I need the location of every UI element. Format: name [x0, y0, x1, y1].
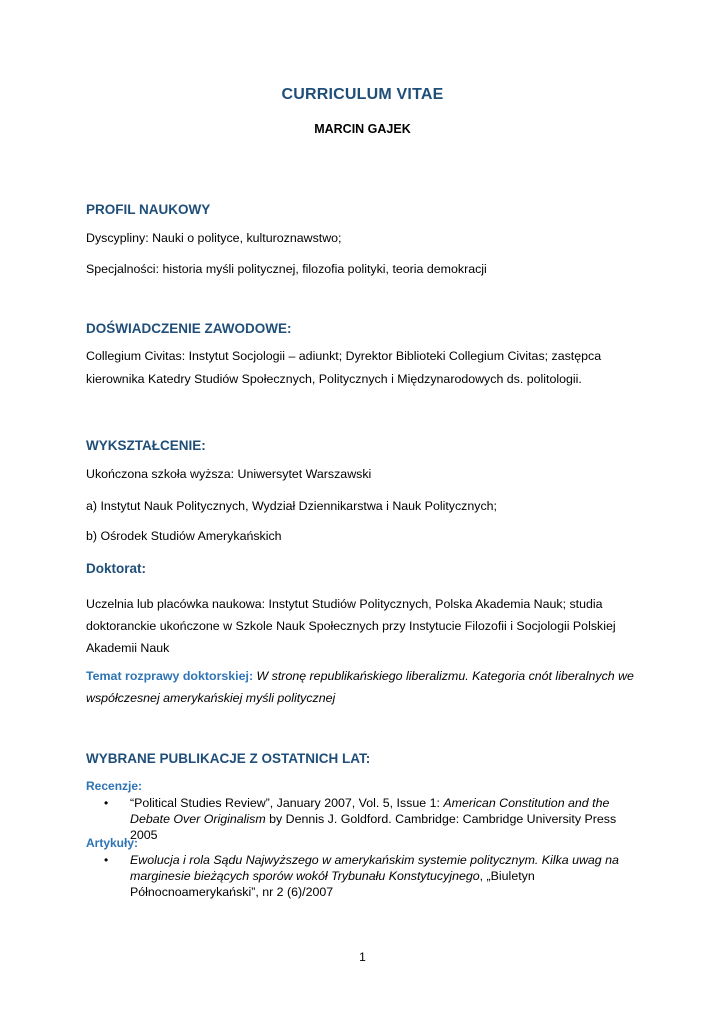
- bullet-icon: •: [104, 796, 109, 810]
- article-item: [130, 852, 640, 900]
- review-book-title: American Constitution and the Debate Over Originalism: [130, 796, 610, 826]
- section-heading-profile: PROFIL NAUKOWY: [86, 202, 211, 217]
- profile-disciplines: Dyscypliny: Nauki o polityce, kulturoznawstwo;: [86, 231, 342, 245]
- experience-line-1: Collegium Civitas: Instytut Socjologii – adiunkt; Dyrektor Biblioteki Collegium Civitas; zastępca: [86, 349, 602, 363]
- section-heading-publications: WYBRANE PUBLIKACJE Z OSTATNICH LAT:: [86, 751, 371, 766]
- profile-specialties: Specjalności: historia myśli politycznej, filozofia polityki, teoria demokracji: [86, 262, 487, 276]
- article-source: , „Biuletyn Północnoamerykański”, nr 2 (6)/2007: [130, 869, 535, 899]
- thesis-label: Temat rozprawy doktorskiej:: [86, 669, 254, 683]
- section-heading-doctorate: Doktorat:: [86, 561, 146, 576]
- experience-line-2: kierownika Katedry Studiów Społecznych, Politycznych i Międzynarodowych ds. politologii.: [86, 372, 582, 386]
- bullet-icon: •: [104, 853, 109, 867]
- thesis-title-part-2: współczesnej amerykańskiej myśli politycznej: [86, 691, 336, 705]
- doctorate-line-1: Uczelnia lub placówka naukowa: Instytut Studiów Politycznych, Polska Akademia Nauk; studia: [86, 597, 603, 611]
- section-heading-education: WYKSZTAŁCENIE:: [86, 438, 206, 453]
- thesis-line-1: [86, 665, 646, 687]
- review-text-part-1: “Political Studies Review”, January 2007, Vol. 5, Issue 1:: [130, 796, 444, 810]
- reviews-label: Recenzje:: [86, 779, 143, 793]
- page-number: 1: [359, 950, 366, 964]
- section-heading-experience: DOŚWIADCZENIE ZAWODOWE:: [86, 321, 292, 336]
- articles-label: Artykuły:: [86, 836, 139, 850]
- doctorate-line-2: doktoranckie ukończone w Szkole Nauk Społecznych przy Instytucie Filozofii i Socjologii Polskiej: [86, 619, 616, 633]
- doctorate-line-3: Akademii Nauk: [86, 641, 170, 655]
- review-item: [130, 795, 640, 843]
- document-title: CURRICULUM VITAE: [281, 86, 444, 103]
- review-text-part-2: by Dennis J. Goldford. Cambridge: Cambridge University Press 2005: [130, 812, 617, 842]
- education-item-b: b) Ośrodek Studiów Amerykańskich: [86, 529, 282, 543]
- article-title: Ewolucja i rola Sądu Najwyższego w amerykańskim systemie politycznym. Kilka uwag na marginesie bieżących sporów wokół Trybunału Konstytucyjnego: [130, 853, 619, 883]
- education-school: Ukończona szkoła wyższa: Uniwersytet Warszawski: [86, 467, 372, 481]
- thesis-title-part-1: W stronę republikańskiego liberalizmu. Kategoria cnót liberalnych we: [253, 669, 634, 683]
- education-item-a: a) Instytut Nauk Politycznych, Wydział Dziennikarstwa i Nauk Politycznych;: [86, 499, 497, 513]
- author-name: MARCIN GAJEK: [314, 122, 411, 136]
